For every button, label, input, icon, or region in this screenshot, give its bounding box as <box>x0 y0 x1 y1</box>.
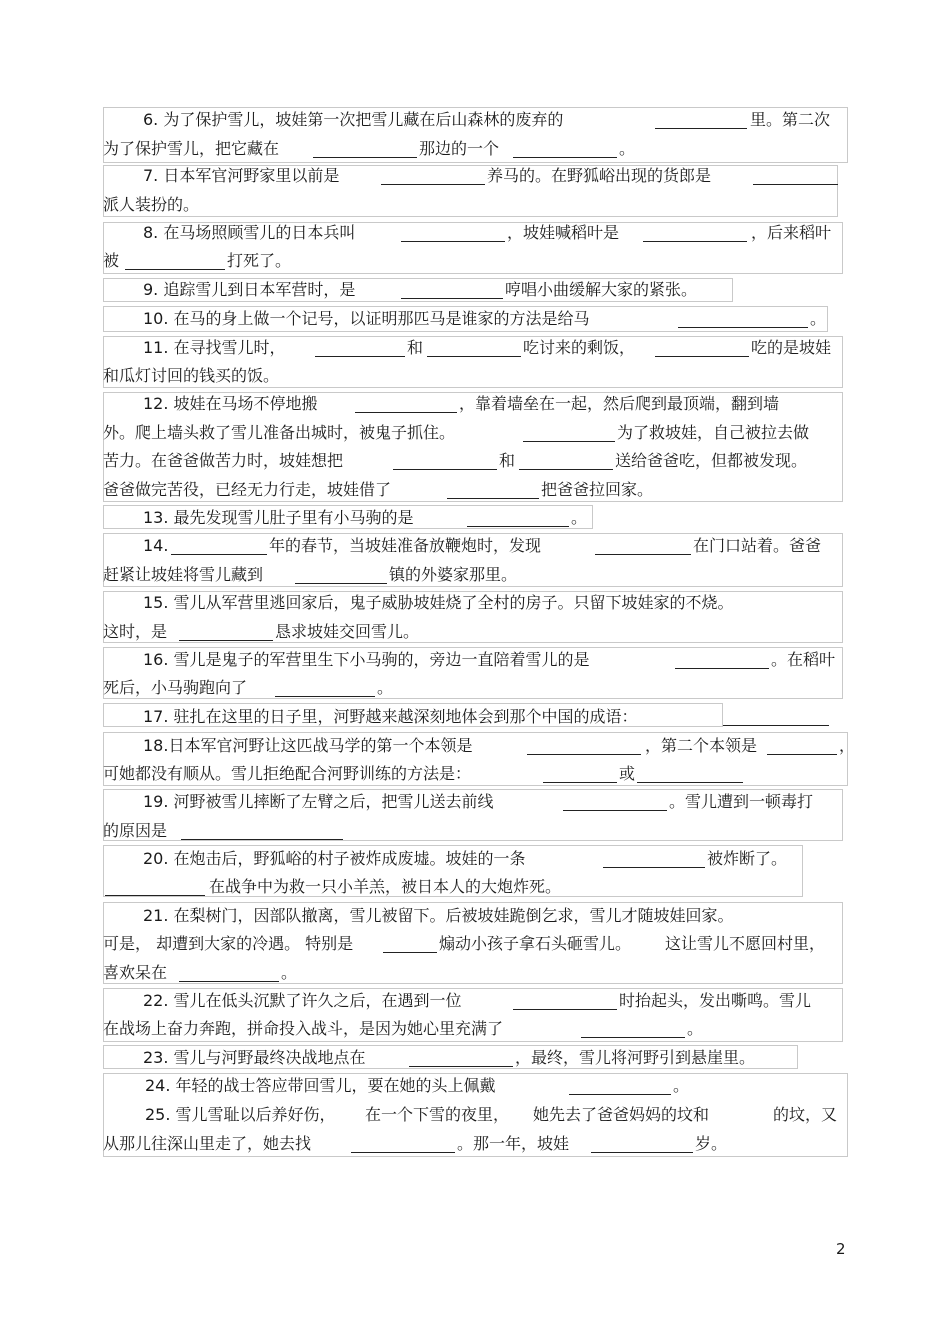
question-text: 14. <box>143 536 169 555</box>
question-text: 9. 追踪雪儿到日本军营时，是 <box>143 280 356 299</box>
question-14-cont <box>103 561 848 589</box>
question-text: 。 <box>377 678 394 697</box>
question-text: ，坡娃喊稻叶是 <box>507 223 620 242</box>
question-text: 。那一年，坡娃 <box>457 1134 570 1153</box>
question-text: 18.日本军官河野让这匹战马学的第一个本领是 <box>143 736 473 755</box>
question-text: 。 <box>810 309 827 328</box>
question-18 <box>103 732 856 760</box>
question-text: 在一个下雪的夜里， <box>365 1105 510 1124</box>
answer-blank[interactable] <box>637 782 743 783</box>
answer-blank[interactable] <box>467 526 569 527</box>
answer-blank[interactable] <box>381 184 485 185</box>
question-text: 。 <box>619 139 636 158</box>
question-text: 21. 在梨树门，因部队撤离，雪儿被留下。后被坡娃跪倒乞求，雪儿才随坡娃回家。 <box>143 906 734 925</box>
question-12-cont3 <box>103 476 848 504</box>
question-text: ，靠着墙垒在一起，然后爬到最顶端，翻到墙 <box>459 394 780 413</box>
question-text: ，最终，雪儿将河野引到悬崖里。 <box>515 1048 756 1067</box>
question-8-cont <box>103 247 848 275</box>
question-19 <box>103 788 848 816</box>
question-text: 8. 在马场照顾雪儿的日本兵叫 <box>143 223 356 242</box>
question-text: 可她都没有顺从。雪儿拒绝配合河野训练的方法是： <box>103 764 472 783</box>
question-text: 这让雪儿不愿回村里， <box>665 934 826 953</box>
answer-blank[interactable] <box>295 583 387 584</box>
question-text: 16. 雪儿是鬼子的军营里生下小马驹的，旁边一直陪着雪儿的是 <box>143 650 590 669</box>
question-text: 17. 驻扎在这里的日子里，河野越来越深刻地体会到那个中国的成语： <box>143 707 638 726</box>
question-text: 把爸爸拉回家。 <box>541 480 654 499</box>
question-text: 被炸断了。 <box>707 849 788 868</box>
question-text: 年的春节，当坡娃准备放鞭炮时，发现 <box>269 536 542 555</box>
answer-blank[interactable] <box>393 469 497 470</box>
question-text: 养马的。在野狐峪出现的货郎是 <box>487 166 712 185</box>
question-17 <box>103 703 848 731</box>
question-text: 。 <box>281 963 298 982</box>
question-16-cont <box>103 674 848 702</box>
answer-blank[interactable] <box>569 1094 671 1095</box>
question-21-cont2 <box>103 959 848 987</box>
answer-blank[interactable] <box>591 1152 693 1153</box>
question-11 <box>103 334 848 362</box>
question-21 <box>103 902 848 930</box>
question-text: 时抬起头，发出嘶鸣。雪儿 <box>619 991 812 1010</box>
answer-blank[interactable] <box>543 782 617 783</box>
answer-blank[interactable] <box>179 981 279 982</box>
question-20 <box>103 845 848 873</box>
question-12-cont1 <box>103 419 848 447</box>
question-24 <box>103 1072 848 1100</box>
answer-blank[interactable] <box>603 867 705 868</box>
question-6 <box>103 106 848 134</box>
answer-blank[interactable] <box>595 554 691 555</box>
question-23 <box>103 1044 848 1072</box>
question-11-cont <box>103 362 848 390</box>
question-text: 从那儿往深山里走了，她去找 <box>103 1134 312 1153</box>
question-text: 19. 河野被雪儿摔断了左臂之后，把雪儿送去前线 <box>143 792 494 811</box>
question-text: 被 <box>103 251 120 270</box>
answer-blank[interactable] <box>401 298 503 299</box>
question-text: 7. 日本军官河野家里以前是 <box>143 166 340 185</box>
answer-blank[interactable] <box>753 184 838 185</box>
answer-blank[interactable] <box>401 241 505 242</box>
question-text: 那边的一个 <box>419 139 500 158</box>
answer-blank[interactable] <box>179 640 273 641</box>
question-text: 。 <box>673 1076 690 1095</box>
question-20-cont <box>103 873 848 901</box>
question-text: 在战争中为救一只小羊羔，被日本人的大炮炸死。 <box>209 877 562 896</box>
question-text: ，后来稻叶 <box>751 223 832 242</box>
question-text: ， <box>839 736 856 755</box>
answer-blank[interactable] <box>655 356 749 357</box>
question-text: 。 <box>571 508 588 527</box>
question-10 <box>103 305 848 333</box>
question-text: 24. 年轻的战士答应带回雪儿，要在她的头上佩戴 <box>145 1076 496 1095</box>
answer-blank[interactable] <box>678 327 808 328</box>
answer-blank[interactable] <box>723 725 829 726</box>
question-8 <box>103 219 848 247</box>
question-22-cont <box>103 1015 848 1043</box>
answer-blank[interactable] <box>355 412 457 413</box>
question-text: 和 <box>407 338 424 357</box>
question-text: 12. 坡娃在马场不停地搬 <box>143 394 318 413</box>
question-19-cont <box>103 817 848 845</box>
question-text: 镇的外婆家那里。 <box>389 565 518 584</box>
question-text: 13. 最先发现雪儿肚子里有小马驹的是 <box>143 508 414 527</box>
question-text: 死后，小马驹跑向了 <box>103 678 248 697</box>
answer-blank[interactable] <box>409 1066 513 1067</box>
answer-blank[interactable] <box>643 241 747 242</box>
question-text: 15. 雪儿从军营里逃回家后，鬼子威胁坡娃烧了全村的房子。只留下坡娃家的不烧。 <box>143 593 734 612</box>
question-text: 20. 在炮击后，野狐峪的村子被炸成废墟。坡娃的一条 <box>143 849 526 868</box>
question-7 <box>103 162 848 190</box>
question-text: 11. 在寻找雪儿时， <box>143 338 286 357</box>
question-text: ，第二个本领是 <box>645 736 758 755</box>
answer-blank[interactable] <box>313 157 417 158</box>
question-text: 为了保护雪儿，把它藏在 <box>103 139 280 158</box>
question-text: 22. 雪儿在低头沉默了许久之后，在遇到一位 <box>143 991 462 1010</box>
question-text: 或 <box>619 764 636 783</box>
question-text: 和 <box>499 451 516 470</box>
question-text: 恳求坡娃交回雪儿。 <box>275 622 420 641</box>
question-text: 在战场上奋力奔跑，拼命投入战斗，是因为她心里充满了 <box>103 1019 504 1038</box>
question-text: 这时，是 <box>103 622 168 641</box>
question-text: 外。爬上墙头救了雪儿准备出城时，被鬼子抓住。 <box>103 423 456 442</box>
question-15-cont <box>103 618 848 646</box>
question-text: 里。第二次 <box>750 110 831 129</box>
answer-blank[interactable] <box>383 952 437 953</box>
question-text: 岁。 <box>695 1134 728 1153</box>
question-text: 10. 在马的身上做一个记号，以证明那匹马是谁家的方法是给马 <box>143 309 590 328</box>
question-6-cont <box>103 135 848 163</box>
answer-blank[interactable] <box>125 269 225 270</box>
question-text: 吃的是坡娃 <box>751 338 832 357</box>
question-text: 的坟，又 <box>773 1105 838 1124</box>
answer-blank[interactable] <box>767 754 837 755</box>
question-text: 赶紧让坡娃将雪儿藏到 <box>103 565 264 584</box>
question-16 <box>103 646 848 674</box>
question-25-cont <box>103 1130 848 1158</box>
answer-blank[interactable] <box>655 128 747 129</box>
question-18-cont <box>103 760 848 788</box>
question-25 <box>103 1101 848 1129</box>
question-text: 6. 为了保护雪儿，坡娃第一次把雪儿藏在后山森林的废弃的 <box>143 110 564 129</box>
question-7-cont <box>103 191 848 219</box>
question-text: 爸爸做完苦役，已经无力行走，坡娃借了 <box>103 480 392 499</box>
answer-blank[interactable] <box>181 839 343 840</box>
answer-blank[interactable] <box>351 1152 455 1153</box>
answer-blank[interactable] <box>581 1037 685 1038</box>
question-text: 哼唱小曲缓解大家的紧张。 <box>505 280 698 299</box>
answer-blank[interactable] <box>447 498 539 499</box>
page-number: 2 <box>836 1240 846 1258</box>
question-text: 在门口站着。爸爸 <box>693 536 822 555</box>
question-text: 。在稻叶 <box>771 650 836 669</box>
question-text: 喜欢呆在 <box>103 963 168 982</box>
question-text: 吃讨来的剩饭， <box>523 338 636 357</box>
question-text: 她先去了爸爸妈妈的坟和 <box>533 1105 710 1124</box>
question-text: 和瓜灯讨回的钱买的饭。 <box>103 366 280 385</box>
question-text: 。 <box>687 1019 704 1038</box>
question-9 <box>103 276 848 304</box>
answer-blank[interactable] <box>513 1009 617 1010</box>
question-text: 打死了。 <box>227 251 292 270</box>
answer-blank[interactable] <box>427 356 521 357</box>
question-text: 的原因是 <box>103 821 168 840</box>
question-21-cont1 <box>103 930 848 958</box>
question-22 <box>103 987 848 1015</box>
question-text: 煽动小孩子拿石头砸雪儿。 <box>439 934 632 953</box>
answer-blank[interactable] <box>513 157 617 158</box>
answer-blank[interactable] <box>105 895 205 896</box>
question-text: 25. 雪儿雪耻以后养好伤， <box>145 1105 336 1124</box>
answer-blank[interactable] <box>675 668 769 669</box>
answer-blank[interactable] <box>315 356 405 357</box>
answer-blank[interactable] <box>171 554 267 555</box>
question-text: 苦力。在爸爸做苦力时，坡娃想把 <box>103 451 344 470</box>
question-text: 可是， 却遭到大家的冷遇。 特别是 <box>103 934 354 953</box>
question-text: 派人装扮的。 <box>103 195 200 214</box>
question-15 <box>103 589 848 617</box>
answer-blank[interactable] <box>519 469 613 470</box>
question-13 <box>103 504 848 532</box>
answer-blank[interactable] <box>527 754 641 755</box>
question-text: 23. 雪儿与河野最终决战地点在 <box>143 1048 366 1067</box>
answer-blank[interactable] <box>275 696 375 697</box>
answer-blank[interactable] <box>563 810 667 811</box>
question-text: 。雪儿遭到一顿毒打 <box>669 792 814 811</box>
question-text: 送给爸爸吃，但都被发现。 <box>615 451 808 470</box>
question-12 <box>103 390 848 418</box>
answer-blank[interactable] <box>523 441 615 442</box>
question-12-cont2 <box>103 447 848 475</box>
question-14 <box>103 532 848 560</box>
question-text: 为了救坡娃，自己被拉去做 <box>617 423 810 442</box>
